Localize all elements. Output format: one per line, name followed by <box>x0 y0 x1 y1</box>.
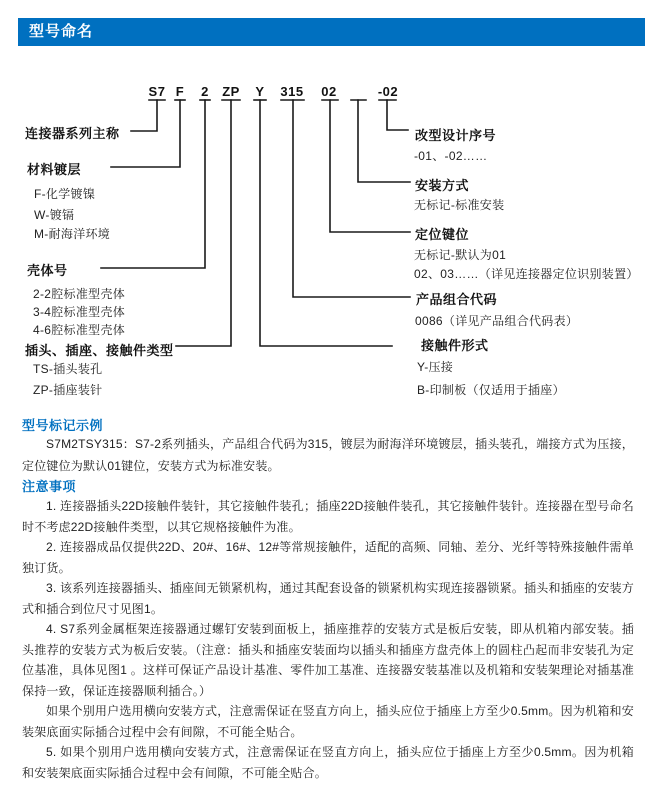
label-mounting-title: 安装方式 <box>415 178 470 193</box>
code-key: 02 <box>321 84 337 99</box>
code-shell: 2 <box>201 84 209 99</box>
label-combo-title: 产品组合代码 <box>416 292 498 307</box>
notes-heading: 注意事项 <box>22 479 77 494</box>
note-item: 1. 连接器插头22D接触件装针，其它接触件装孔；插座22D接触件装孔，其它接触件装针。连接器在型号命名时不考虑22D接触件类型，以其它规格接触件为准。 <box>22 499 634 534</box>
note-item: 如果个别用户选用横向安装方式，注意需保证在竖直方向上，插头应位于插座上方至少0.5mm。因为机箱和安装架底面实际插合过程中会有间隙，不可能全贴合。 <box>22 704 634 739</box>
code-combo: 315 <box>280 84 304 99</box>
example-heading: 型号标记示例 <box>22 418 104 433</box>
label-revision-title: 改型设计序号 <box>415 128 497 143</box>
label-keying-title: 定位键位 <box>415 227 470 242</box>
contact-option: Y-压接 <box>417 360 454 374</box>
plating-option: M-耐海洋环境 <box>34 227 111 241</box>
code-revision: -02 <box>377 84 399 99</box>
code-plating: F <box>175 84 185 99</box>
notes-list <box>22 496 634 783</box>
code-contact: Y <box>255 84 265 99</box>
example-paragraph: S7M2TSY315：S7-2系列插头，产品组合代码为315，镀层为耐海洋环境镀层，插头装孔，端接方式为压接，定位键位为默认01键位，安装方式为标准安装。 <box>22 437 634 473</box>
label-plating-title: 材料镀层 <box>27 162 82 177</box>
shell-option: 4-6腔标准型壳体 <box>33 323 126 337</box>
note-item: 2. 连接器成品仅提供22D、20#、16#、12#等常规接触件，适配的高频、同轴、差分、光纤等特殊接触件需单独订货。 <box>22 540 634 575</box>
type-option: TS-插头装孔 <box>33 362 103 376</box>
label-type-title: 插头、插座、接触件类型 <box>25 343 174 358</box>
plating-option: F-化学镀镍 <box>34 187 96 201</box>
label-series-title: 连接器系列主称 <box>25 126 120 141</box>
shell-option: 3-4腔标准型壳体 <box>33 305 126 319</box>
keying-option: 无标记-默认为01 <box>414 248 507 262</box>
plating-option: W-镀镉 <box>34 208 75 222</box>
label-contact-title: 接触件形式 <box>421 338 489 353</box>
code-type: ZP <box>222 84 240 99</box>
mounting-option: 无标记-标准安装 <box>414 198 505 212</box>
label-shell-title: 壳体号 <box>27 263 68 278</box>
contact-option: B-印制板（仅适用于插座） <box>417 383 565 397</box>
shell-option: 2-2腔标准型壳体 <box>33 287 126 301</box>
revision-option: -01、-02…… <box>414 149 488 163</box>
note-item: 4. S7系列金属框架连接器通过螺钉安装到面板上，插座推荐的安装方式是板后安装，即从机箱内部安装。插头推荐的安装方式为板后安装。（注意：插头和插座安装面均以插头和插座方盘壳体上的圆柱凸起而非安装孔为定位基准，具体见图1 。这样可保证产品设计基准、零件加工基准、连接器安装基准以及机箱和安装架理论对插基准保持一致，保证连接器顺利插合。） <box>22 622 634 698</box>
note-item: 5. 如果个别用户选用横向安装方式，注意需保证在竖直方向上，插头应位于插座上方至少0.5mm。因为机箱和安装架底面实际插合过程中会有间隙，不可能全贴合。 <box>22 745 634 780</box>
keying-option: 02、03……（详见连接器定位识别装置） <box>414 267 639 281</box>
type-option: ZP-插座装针 <box>33 383 103 397</box>
combo-option: 0086（详见产品组合代码表） <box>415 314 579 328</box>
note-item: 3. 该系列连接器插头、插座间无锁紧机构，通过其配套设备的锁紧机构实现连接器锁紧。插头和插座的安装方式和插合到位尺寸见图1。 <box>22 581 634 616</box>
page-title: 型号命名 <box>29 23 94 40</box>
code-series: S7 <box>148 84 166 99</box>
